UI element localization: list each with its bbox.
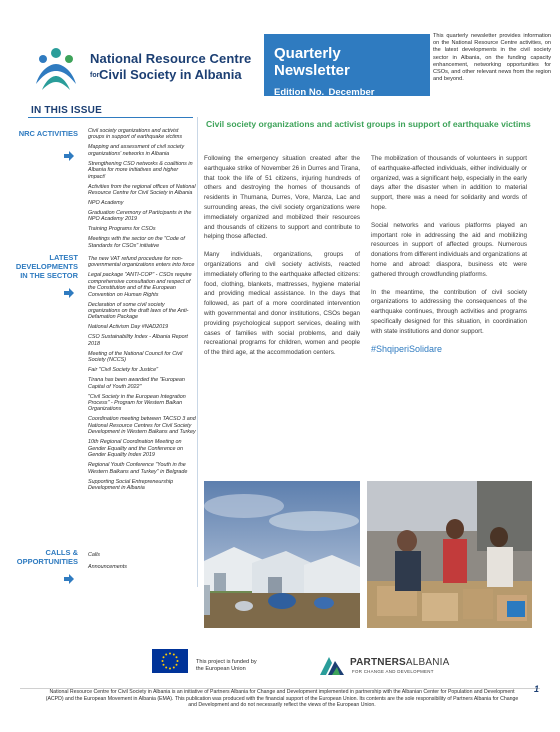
newsletter-description: This quarterly newsletter provides information on the National Resource Centre activities, on the latest developments in the civil society sector in Albania, on the funding capacity enhancement, networking opportunities for CSOs, and other relevant news from the region and beyond. [433,33,551,83]
arrow-right-icon [64,288,74,298]
list-item[interactable]: CSO Sustainability Index - Albania Report 2018 [88,334,188,347]
list-item[interactable]: Calls [88,552,100,558]
section-label-line: IN THE SECTOR [20,271,78,280]
calls-opportunities-list [88,549,196,573]
list-item[interactable]: Legal package "ANTI-COP" - CSOs require comprehensive consultation and respect of the Constitution and of the European Convention on Human Rights [88,272,192,298]
article-column-1 [204,154,360,366]
newsletter-title: Quarterly Newsletter [274,45,350,79]
list-item[interactable]: Supporting Social Entrepreneurship Development in Albania [88,478,174,491]
list-item[interactable]: Regional Youth Conference "Youth in the Western Balkans and Turkey" in Belgrade [88,462,188,475]
partner-name-part: ALBANIA [405,657,450,668]
latest-developments-list [88,256,196,495]
list-item[interactable]: Announcements [88,564,127,570]
list-item[interactable]: Mapping and assessment of civil society organizations' networks in Albania [88,144,185,157]
article-paragraph: Following the emergency situation created after the earthquake strike of November 26 in Durres and Tirana, that took the life of 51 citizens, injuring hundreds of others and destroying the homes of thousands of residents in Thumana, Durres, Vore, Manza, Lac and surrounding areas, the civil society organizations were immediately organized and mobilized their resources and thousands of citizens to support and contribute to helping those affected. [204,155,360,241]
article-paragraph: Social networks and various platforms played an important role in addressing the aid and mobilizing resources in support of affected groups. Numerous donations from different individuals and organizations at home and abroad: diaspora, business etc were gathered through crowdfunding platforms. [371,221,527,278]
edition-date: December 2019 [328,87,375,109]
org-name-line1: National Resource Centre [90,51,252,66]
eu-flag-icon [152,649,188,673]
list-item[interactable]: The new VAT refund procedure for non-governmental organizations enters into force [88,256,195,269]
arrow-right-icon [64,151,74,161]
volunteers-photo [367,481,532,628]
column-divider [197,117,198,587]
section-label-line: DEVELOPMENTS [15,262,78,271]
partners-albania-tagline: FOR CHANGE AND DEVELOPMENT [352,669,434,674]
list-item[interactable]: Fair "Civil Society for Justice" [88,367,159,374]
list-item[interactable]: "Civil Society in the European Integration Process" - Program for Western Balkan Organizations [88,393,186,413]
footer-disclaimer: National Resource Centre for Civil Society in Albania is an initiative of Partners Albania for Change and Development implemented in partnership with the Albanian Center for Population and Development (ACPD) and the European Movement in Albania (EMA). This publication was produced with the financial support of the European Union. Its contents are the sole responsibility of Partners Albania for Change and Development and do not necessarily reflect the views of the European Union. [45,689,519,709]
list-item[interactable]: Tirana has been awarded the "European Capital of Youth 2022" [88,377,185,390]
list-item[interactable]: Coordination meeting between TACSO 3 and National Resource Centres for Civil Society Development in Western Balkans and Turkey [88,416,196,436]
list-item[interactable]: 10th Regional Coordination Meeting on Gender Equality and the Conference on Gender Equality Index 2019 [88,439,183,459]
section-label-nrc-activities: NRC ACTIVITIES [18,129,78,138]
tent-camp-photo [204,481,360,628]
funding-line: the European Union [196,666,246,672]
article-paragraph: Many individuals, organizations, groups of organizations and civil society activists, reacted immediately offering to the earthquake affected citizens: food, clothing, blankets, mattresses, hygiene material and providing medical assistance. In the days that followed, as part of a more coordinated intervention with governmental and donor institutions, CSOs began providing psychological support services, dealing with cases of families with social problems, and daily recreational programs for children, women and people of the third age, at the accommodation centers. [204,251,360,357]
list-item[interactable]: Strengthening CSO networks & coalitions in Albania for more initiatives and higher impact! [88,160,193,180]
edition-number: Edition No. 3 [274,87,325,109]
section-label-latest-developments [14,253,78,280]
in-this-issue-heading: IN THIS ISSUE [31,105,102,116]
article-paragraph: The mobilization of thousands of volunteers in support of earthquake-affected individuals, either individually or organized, was a significant help, especially in the early days after the disaster when in addition to material support, there was a need for solidarity and words of hope. [371,155,527,211]
article-paragraph: In the meantime, the contribution of civil society organizations to addressing the consequences of the earthquake continues, through activities and programs specifically designed for this situation, in coordination with state institutions and donor support. [371,288,527,335]
funding-line: This project is funded by [196,659,257,665]
list-item[interactable]: Civil society organizations and activist groups in support of earthquake victims [88,128,183,141]
list-item[interactable]: National Activism Day #NAD2019 [88,324,169,331]
partners-albania-name [350,657,450,668]
list-item[interactable]: NPO Academy [88,200,124,207]
sidebar-divider [28,117,193,118]
list-item[interactable]: Meeting of the National Council for Civil Society (NCCS) [88,350,183,364]
org-name-for: for [90,72,100,80]
list-item[interactable]: Declaration of some civil society organizations on the draft laws of the Anti-Defamation Package [88,301,189,321]
eu-funding-note [196,659,257,673]
newsletter-banner [264,34,430,109]
article-hashtag[interactable]: #ShqiperiSolidare [371,343,443,354]
section-label-line: LATEST [49,253,78,262]
newsletter-edition-row [274,87,394,109]
list-item[interactable]: Meetings with the sector on the "Code of Standards for CSOs" initiative [88,236,185,249]
org-name-line2 [90,67,260,83]
section-label-line: CALLS & [45,548,78,557]
article-column-2 [371,154,527,354]
list-item[interactable]: Graduation Ceremony of Participants in the NPO Academy 2019 [88,210,192,223]
list-item[interactable]: Activities from the regional offices of National Resource Centre for Civil Society in Albania [88,183,196,197]
org-name-line2-text: Civil Society in Albania [99,67,242,82]
section-label-line: OPPORTUNITIES [16,557,78,566]
organization-name [90,51,260,83]
nrc-logo-icon [30,44,82,96]
page-number: 1 [534,684,540,694]
partners-albania-logo-icon [318,653,346,677]
partner-name-part: PARTNERS [350,657,406,668]
arrow-right-icon [64,574,74,584]
section-label-calls-opportunities [10,548,78,566]
article-headline: Civil society organizations and activist groups in support of earthquake victims [206,119,531,129]
nrc-activities-list [88,128,196,253]
list-item[interactable]: Training Programs for CSOs [88,226,156,233]
